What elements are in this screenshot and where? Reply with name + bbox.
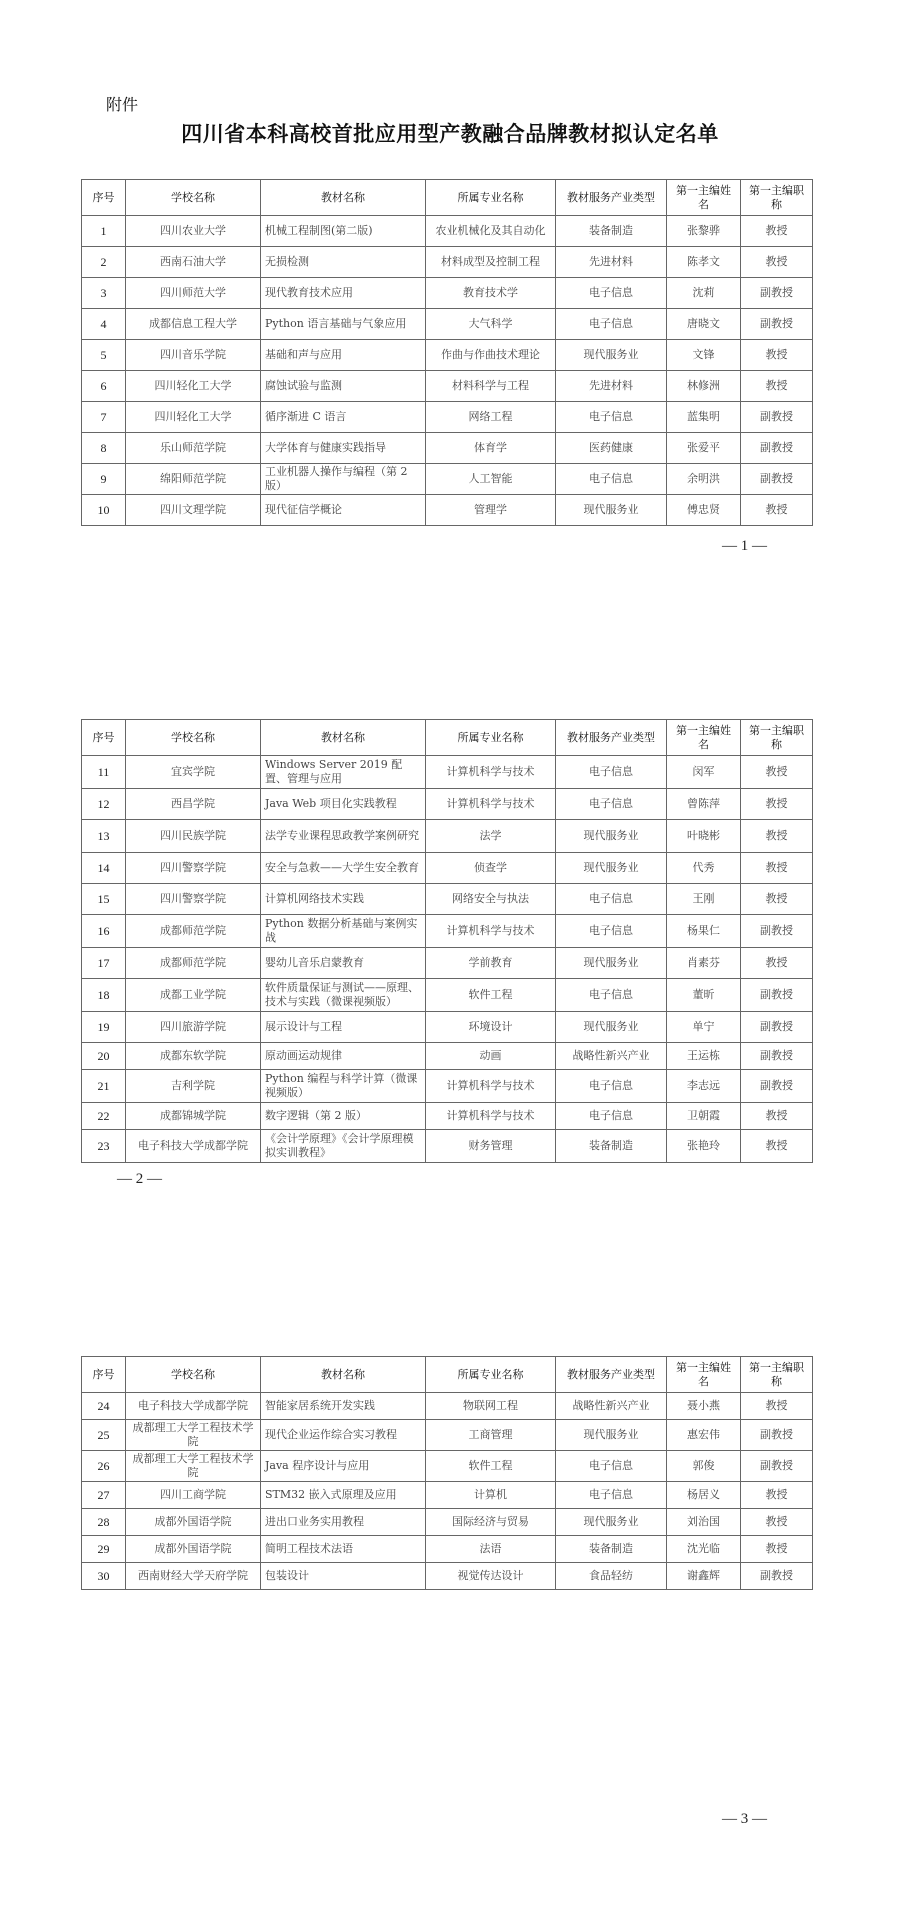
cell-book: 原动画运动规律 — [261, 1043, 426, 1070]
cell-major: 农业机械化及其自动化 — [426, 216, 556, 247]
cell-school: 成都工业学院 — [126, 979, 261, 1012]
cell-book: Python 数据分析基础与案例实战 — [261, 915, 426, 948]
cell-major: 体育学 — [426, 433, 556, 464]
cell-no: 4 — [82, 309, 126, 340]
cell-major: 动画 — [426, 1043, 556, 1070]
header-industry: 教材服务产业类型 — [556, 180, 667, 216]
cell-editor: 卫朝霞 — [667, 1103, 741, 1130]
cell-major: 计算机科学与技术 — [426, 915, 556, 948]
cell-major: 人工智能 — [426, 464, 556, 495]
cell-book: Python 语言基础与气象应用 — [261, 309, 426, 340]
cell-school: 成都外国语学院 — [126, 1509, 261, 1536]
table-row — [82, 1393, 813, 1420]
cell-industry: 现代服务业 — [556, 853, 667, 884]
cell-no: 3 — [82, 278, 126, 309]
page-number-2: — 2 — — [117, 1171, 162, 1187]
cell-editor: 文锋 — [667, 340, 741, 371]
header-editor: 第一主编姓名 — [667, 180, 741, 216]
cell-no: 28 — [82, 1509, 126, 1536]
cell-school: 电子科技大学成都学院 — [126, 1393, 261, 1420]
header-book: 教材名称 — [261, 180, 426, 216]
cell-editor-title: 教授 — [741, 948, 813, 979]
cell-no: 14 — [82, 853, 126, 884]
cell-industry: 现代服务业 — [556, 1012, 667, 1043]
table-row — [82, 979, 813, 1012]
cell-editor: 傅忠贤 — [667, 495, 741, 526]
cell-school: 成都外国语学院 — [126, 1536, 261, 1563]
cell-editor-title: 副教授 — [741, 1451, 813, 1482]
table-row — [82, 433, 813, 464]
cell-major: 环境设计 — [426, 1012, 556, 1043]
cell-school: 电子科技大学成都学院 — [126, 1130, 261, 1163]
cell-no: 8 — [82, 433, 126, 464]
cell-editor-title: 副教授 — [741, 402, 813, 433]
cell-editor-title: 副教授 — [741, 915, 813, 948]
cell-editor: 唐晓文 — [667, 309, 741, 340]
cell-book: 循序渐进 C 语言 — [261, 402, 426, 433]
cell-editor: 郭俊 — [667, 1451, 741, 1482]
cell-no: 15 — [82, 884, 126, 915]
table-row — [82, 278, 813, 309]
cell-book: 现代企业运作综合实习教程 — [261, 1420, 426, 1451]
cell-school: 四川旅游学院 — [126, 1012, 261, 1043]
cell-major: 软件工程 — [426, 1451, 556, 1482]
cell-book: 进出口业务实用教程 — [261, 1509, 426, 1536]
cell-school: 四川音乐学院 — [126, 340, 261, 371]
cell-school: 绵阳师范学院 — [126, 464, 261, 495]
table-row — [82, 247, 813, 278]
cell-editor-title: 副教授 — [741, 979, 813, 1012]
cell-school: 四川警察学院 — [126, 884, 261, 915]
cell-industry: 先进材料 — [556, 371, 667, 402]
cell-no: 19 — [82, 1012, 126, 1043]
table-header-row — [82, 720, 813, 756]
cell-school: 成都锦城学院 — [126, 1103, 261, 1130]
cell-editor-title: 副教授 — [741, 278, 813, 309]
cell-editor: 曾陈萍 — [667, 789, 741, 820]
cell-industry: 装备制造 — [556, 1536, 667, 1563]
cell-no: 22 — [82, 1103, 126, 1130]
cell-editor-title: 副教授 — [741, 309, 813, 340]
cell-industry: 战略性新兴产业 — [556, 1393, 667, 1420]
cell-editor: 张黎骅 — [667, 216, 741, 247]
cell-editor: 张爱平 — [667, 433, 741, 464]
cell-book: 法学专业课程思政教学案例研究 — [261, 820, 426, 853]
cell-no: 21 — [82, 1070, 126, 1103]
cell-book: Java 程序设计与应用 — [261, 1451, 426, 1482]
table-row — [82, 1103, 813, 1130]
cell-no: 12 — [82, 789, 126, 820]
table-row — [82, 216, 813, 247]
cell-school: 成都师范学院 — [126, 915, 261, 948]
cell-industry: 现代服务业 — [556, 820, 667, 853]
cell-editor-title: 教授 — [741, 820, 813, 853]
cell-editor-title: 副教授 — [741, 1563, 813, 1590]
cell-editor-title: 副教授 — [741, 433, 813, 464]
cell-major: 工商管理 — [426, 1420, 556, 1451]
cell-editor-title: 教授 — [741, 1393, 813, 1420]
cell-editor-title: 副教授 — [741, 1070, 813, 1103]
page-number-3: — 3 — — [722, 1811, 767, 1827]
cell-editor-title: 教授 — [741, 853, 813, 884]
cell-major: 网络工程 — [426, 402, 556, 433]
table-body — [82, 756, 813, 1163]
cell-editor: 惠宏伟 — [667, 1420, 741, 1451]
table-row — [82, 1482, 813, 1509]
cell-industry: 医药健康 — [556, 433, 667, 464]
header-editor-title: 第一主编职称 — [741, 180, 813, 216]
cell-book: 无损检测 — [261, 247, 426, 278]
cell-industry: 现代服务业 — [556, 1420, 667, 1451]
cell-school: 四川师范大学 — [126, 278, 261, 309]
cell-major: 学前教育 — [426, 948, 556, 979]
cell-industry: 电子信息 — [556, 1070, 667, 1103]
table-row — [82, 1130, 813, 1163]
cell-no: 24 — [82, 1393, 126, 1420]
cell-book: 现代征信学概论 — [261, 495, 426, 526]
cell-major: 国际经济与贸易 — [426, 1509, 556, 1536]
table-row — [82, 915, 813, 948]
header-school: 学校名称 — [126, 720, 261, 756]
cell-no: 10 — [82, 495, 126, 526]
table-row — [82, 1536, 813, 1563]
cell-editor: 杨居义 — [667, 1482, 741, 1509]
cell-industry: 现代服务业 — [556, 495, 667, 526]
cell-industry: 电子信息 — [556, 278, 667, 309]
cell-industry: 食品轻纺 — [556, 1563, 667, 1590]
cell-major: 作曲与作曲技术理论 — [426, 340, 556, 371]
cell-book: 简明工程技术法语 — [261, 1536, 426, 1563]
table-body — [82, 1393, 813, 1590]
cell-major: 软件工程 — [426, 979, 556, 1012]
cell-book: 数字逻辑（第 2 版） — [261, 1103, 426, 1130]
header-major: 所属专业名称 — [426, 180, 556, 216]
header-school: 学校名称 — [126, 1357, 261, 1393]
table-row — [82, 1070, 813, 1103]
cell-editor-title: 副教授 — [741, 1043, 813, 1070]
list-table-page-3 — [81, 1356, 813, 1590]
cell-no: 23 — [82, 1130, 126, 1163]
cell-book: Windows Server 2019 配置、管理与应用 — [261, 756, 426, 789]
cell-book: 工业机器人操作与编程（第 2 版） — [261, 464, 426, 495]
cell-industry: 电子信息 — [556, 309, 667, 340]
cell-editor-title: 教授 — [741, 1103, 813, 1130]
header-major: 所属专业名称 — [426, 1357, 556, 1393]
cell-editor: 沈莉 — [667, 278, 741, 309]
table-row — [82, 1563, 813, 1590]
cell-major: 大气科学 — [426, 309, 556, 340]
cell-editor-title: 教授 — [741, 1130, 813, 1163]
cell-industry: 电子信息 — [556, 1103, 667, 1130]
cell-editor-title: 副教授 — [741, 464, 813, 495]
cell-editor: 代秀 — [667, 853, 741, 884]
table-row — [82, 1043, 813, 1070]
cell-book: 计算机网络技术实践 — [261, 884, 426, 915]
cell-school: 四川农业大学 — [126, 216, 261, 247]
cell-major: 视觉传达设计 — [426, 1563, 556, 1590]
cell-editor: 李志远 — [667, 1070, 741, 1103]
header-editor-title: 第一主编职称 — [741, 720, 813, 756]
cell-no: 17 — [82, 948, 126, 979]
table-body — [82, 216, 813, 526]
cell-editor: 张艳玲 — [667, 1130, 741, 1163]
cell-editor: 蓝集明 — [667, 402, 741, 433]
cell-major: 侦查学 — [426, 853, 556, 884]
cell-school: 西南石油大学 — [126, 247, 261, 278]
cell-major: 物联网工程 — [426, 1393, 556, 1420]
cell-book: Java Web 项目化实践教程 — [261, 789, 426, 820]
cell-book: 安全与急救——大学生安全教育 — [261, 853, 426, 884]
cell-book: STM32 嵌入式原理及应用 — [261, 1482, 426, 1509]
cell-major: 财务管理 — [426, 1130, 556, 1163]
cell-editor-title: 教授 — [741, 1536, 813, 1563]
cell-industry: 电子信息 — [556, 979, 667, 1012]
cell-editor: 余明洪 — [667, 464, 741, 495]
cell-school: 四川轻化工大学 — [126, 371, 261, 402]
cell-school: 四川轻化工大学 — [126, 402, 261, 433]
cell-no: 7 — [82, 402, 126, 433]
header-no: 序号 — [82, 180, 126, 216]
cell-major: 计算机 — [426, 1482, 556, 1509]
cell-book: 智能家居系统开发实践 — [261, 1393, 426, 1420]
header-book: 教材名称 — [261, 1357, 426, 1393]
cell-no: 1 — [82, 216, 126, 247]
cell-editor: 王运栋 — [667, 1043, 741, 1070]
cell-industry: 电子信息 — [556, 756, 667, 789]
cell-major: 法学 — [426, 820, 556, 853]
list-table-page-2 — [81, 719, 813, 1163]
cell-editor: 陈孝文 — [667, 247, 741, 278]
cell-industry: 电子信息 — [556, 884, 667, 915]
table-row — [82, 820, 813, 853]
cell-editor-title: 副教授 — [741, 1012, 813, 1043]
cell-no: 13 — [82, 820, 126, 853]
cell-editor-title: 教授 — [741, 756, 813, 789]
table-row — [82, 495, 813, 526]
page-number-1: — 1 — — [722, 538, 767, 554]
cell-editor-title: 教授 — [741, 340, 813, 371]
list-table-page-1 — [81, 179, 813, 526]
table-row — [82, 1420, 813, 1451]
cell-major: 材料科学与工程 — [426, 371, 556, 402]
cell-editor-title: 教授 — [741, 884, 813, 915]
header-industry: 教材服务产业类型 — [556, 1357, 667, 1393]
header-editor-title: 第一主编职称 — [741, 1357, 813, 1393]
cell-major: 法语 — [426, 1536, 556, 1563]
cell-major: 材料成型及控制工程 — [426, 247, 556, 278]
cell-no: 2 — [82, 247, 126, 278]
cell-editor-title: 教授 — [741, 371, 813, 402]
header-school: 学校名称 — [126, 180, 261, 216]
cell-school: 成都东软学院 — [126, 1043, 261, 1070]
attachment-label: 附件 — [106, 95, 139, 114]
cell-editor-title: 教授 — [741, 789, 813, 820]
header-editor: 第一主编姓名 — [667, 720, 741, 756]
cell-editor: 王刚 — [667, 884, 741, 915]
cell-book: Python 编程与科学计算（微课视频版） — [261, 1070, 426, 1103]
cell-book: 机械工程制图(第二版) — [261, 216, 426, 247]
cell-editor: 沈光临 — [667, 1536, 741, 1563]
cell-no: 20 — [82, 1043, 126, 1070]
cell-editor: 刘治国 — [667, 1509, 741, 1536]
cell-school: 西昌学院 — [126, 789, 261, 820]
cell-industry: 电子信息 — [556, 1451, 667, 1482]
cell-book: 现代教育技术应用 — [261, 278, 426, 309]
cell-industry: 先进材料 — [556, 247, 667, 278]
cell-industry: 电子信息 — [556, 402, 667, 433]
cell-book: 婴幼儿音乐启蒙教育 — [261, 948, 426, 979]
cell-major: 计算机科学与技术 — [426, 1070, 556, 1103]
cell-industry: 电子信息 — [556, 1482, 667, 1509]
cell-editor-title: 副教授 — [741, 1420, 813, 1451]
cell-no: 18 — [82, 979, 126, 1012]
cell-book: 基础和声与应用 — [261, 340, 426, 371]
table-row — [82, 402, 813, 433]
header-industry: 教材服务产业类型 — [556, 720, 667, 756]
cell-editor-title: 教授 — [741, 216, 813, 247]
table-row — [82, 1012, 813, 1043]
table-row — [82, 1509, 813, 1536]
cell-school: 四川民族学院 — [126, 820, 261, 853]
cell-school: 四川文理学院 — [126, 495, 261, 526]
cell-major: 计算机科学与技术 — [426, 789, 556, 820]
cell-editor: 谢鑫辉 — [667, 1563, 741, 1590]
cell-industry: 现代服务业 — [556, 1509, 667, 1536]
header-book: 教材名称 — [261, 720, 426, 756]
table-row — [82, 789, 813, 820]
header-editor: 第一主编姓名 — [667, 1357, 741, 1393]
cell-editor: 杨果仁 — [667, 915, 741, 948]
cell-school: 四川工商学院 — [126, 1482, 261, 1509]
document-title: 四川省本科高校首批应用型产教融合品牌教材拟认定名单 — [181, 121, 719, 146]
cell-editor: 林修洲 — [667, 371, 741, 402]
cell-industry: 电子信息 — [556, 915, 667, 948]
table-row — [82, 340, 813, 371]
cell-book: 大学体育与健康实践指导 — [261, 433, 426, 464]
table-header-row — [82, 180, 813, 216]
cell-book: 腐蚀试验与监测 — [261, 371, 426, 402]
cell-industry: 电子信息 — [556, 789, 667, 820]
table-row — [82, 884, 813, 915]
cell-major: 教育技术学 — [426, 278, 556, 309]
table-row — [82, 756, 813, 789]
cell-school: 西南财经大学天府学院 — [126, 1563, 261, 1590]
cell-major: 网络安全与执法 — [426, 884, 556, 915]
cell-school: 宜宾学院 — [126, 756, 261, 789]
cell-no: 16 — [82, 915, 126, 948]
cell-book: 《会计学原理》《会计学原理模拟实训教程》 — [261, 1130, 426, 1163]
cell-no: 5 — [82, 340, 126, 371]
cell-school: 成都理工大学工程技术学院 — [126, 1420, 261, 1451]
table-header-row — [82, 1357, 813, 1393]
header-no: 序号 — [82, 1357, 126, 1393]
cell-school: 成都信息工程大学 — [126, 309, 261, 340]
cell-no: 6 — [82, 371, 126, 402]
cell-school: 乐山师范学院 — [126, 433, 261, 464]
cell-industry: 现代服务业 — [556, 340, 667, 371]
cell-editor-title: 教授 — [741, 1509, 813, 1536]
cell-editor-title: 教授 — [741, 247, 813, 278]
cell-major: 计算机科学与技术 — [426, 1103, 556, 1130]
cell-editor: 闵军 — [667, 756, 741, 789]
cell-editor: 聂小燕 — [667, 1393, 741, 1420]
cell-major: 计算机科学与技术 — [426, 756, 556, 789]
cell-editor-title: 教授 — [741, 1482, 813, 1509]
cell-book: 展示设计与工程 — [261, 1012, 426, 1043]
table-row — [82, 464, 813, 495]
cell-school: 吉利学院 — [126, 1070, 261, 1103]
cell-editor: 肖素芬 — [667, 948, 741, 979]
cell-editor: 叶晓彬 — [667, 820, 741, 853]
table-row — [82, 309, 813, 340]
cell-industry: 装备制造 — [556, 1130, 667, 1163]
cell-book: 软件质量保证与测试——原理、技术与实践（微课视频版） — [261, 979, 426, 1012]
table-row — [82, 853, 813, 884]
cell-industry: 电子信息 — [556, 464, 667, 495]
cell-school: 成都师范学院 — [126, 948, 261, 979]
cell-editor-title: 教授 — [741, 495, 813, 526]
cell-industry: 装备制造 — [556, 216, 667, 247]
cell-book: 包装设计 — [261, 1563, 426, 1590]
cell-major: 管理学 — [426, 495, 556, 526]
table-row — [82, 948, 813, 979]
cell-editor: 单宁 — [667, 1012, 741, 1043]
cell-editor: 董昕 — [667, 979, 741, 1012]
table-row — [82, 1451, 813, 1482]
cell-industry: 现代服务业 — [556, 948, 667, 979]
cell-no: 25 — [82, 1420, 126, 1451]
header-major: 所属专业名称 — [426, 720, 556, 756]
cell-no: 11 — [82, 756, 126, 789]
cell-no: 27 — [82, 1482, 126, 1509]
cell-industry: 战略性新兴产业 — [556, 1043, 667, 1070]
cell-no: 9 — [82, 464, 126, 495]
cell-school: 成都理工大学工程技术学院 — [126, 1451, 261, 1482]
header-no: 序号 — [82, 720, 126, 756]
table-row — [82, 371, 813, 402]
cell-no: 26 — [82, 1451, 126, 1482]
cell-school: 四川警察学院 — [126, 853, 261, 884]
cell-no: 30 — [82, 1563, 126, 1590]
cell-no: 29 — [82, 1536, 126, 1563]
